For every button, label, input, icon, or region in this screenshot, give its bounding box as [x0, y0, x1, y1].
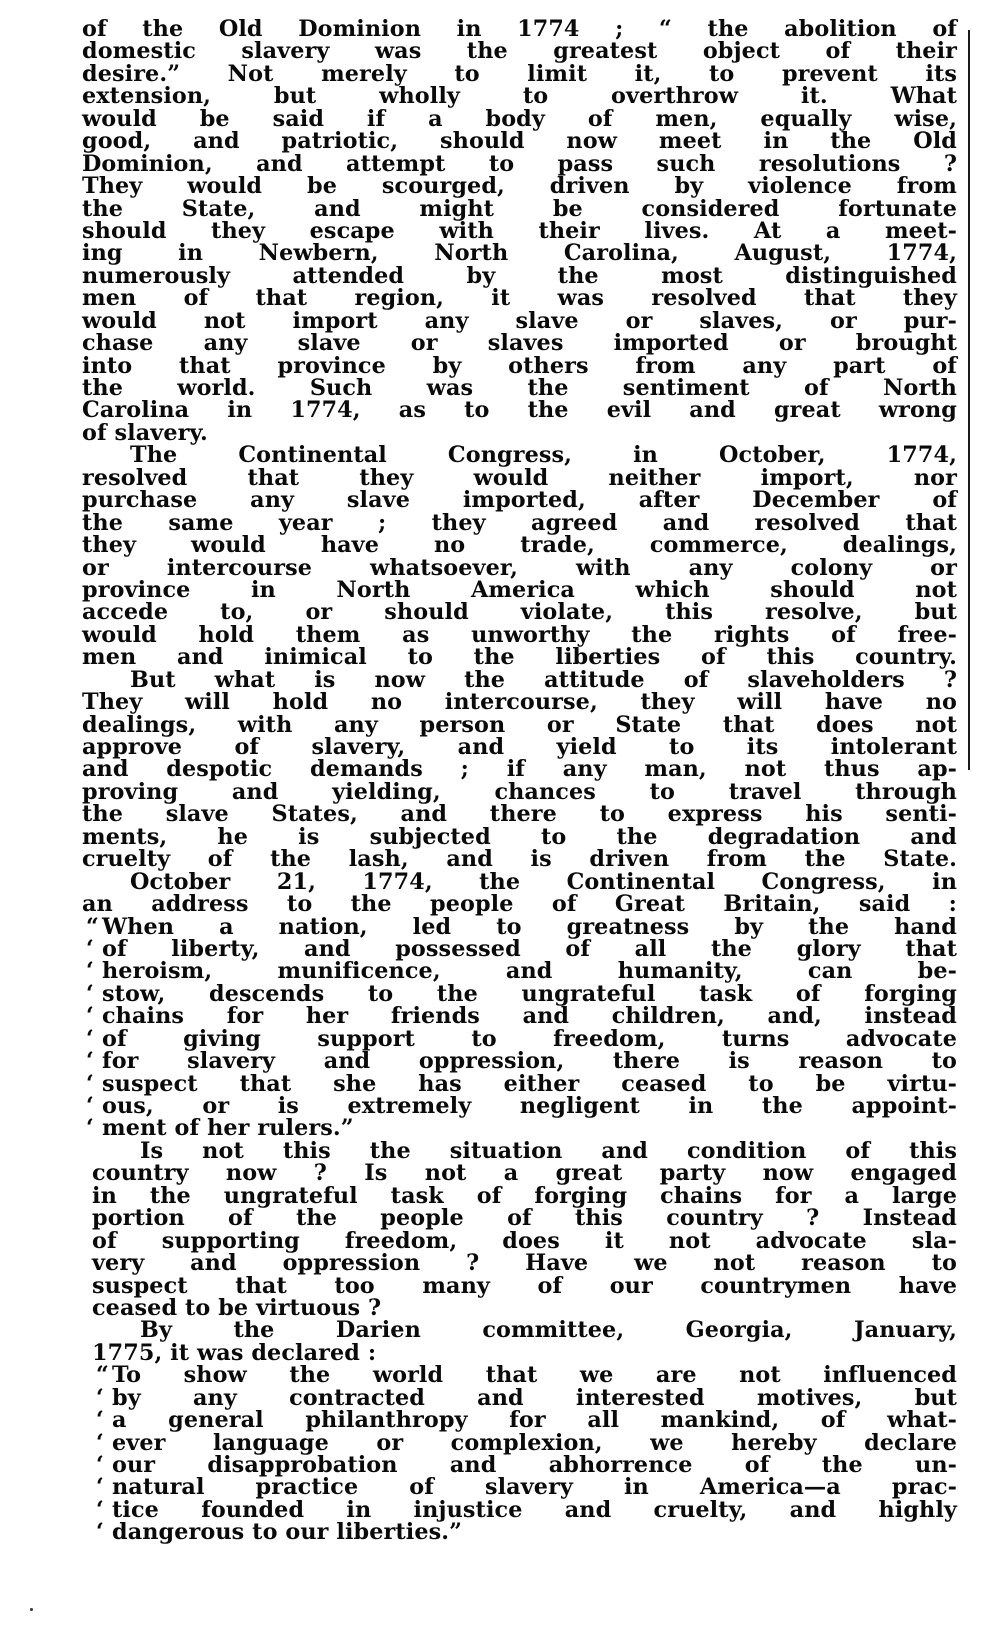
text-line: country now ? Is not a great party now engaged: [92, 1160, 957, 1187]
quote-mark: ‘: [86, 1070, 94, 1097]
text-line: desire.” Not merely to limit it, to prevent its: [82, 60, 957, 87]
quote-mark: ‘: [96, 1496, 104, 1523]
text-line: the slave States, and there to express his senti-: [82, 801, 957, 828]
quote-text: of liberty, and possessed of all the glory that: [102, 935, 957, 962]
quote-text: dangerous to our liberties.”: [112, 1519, 463, 1546]
quote-text: To show the world that we are not influenced: [112, 1362, 957, 1389]
quote-mark: “: [86, 913, 99, 940]
quote-line: [96, 1362, 957, 1389]
quote-mark: ‘: [86, 1003, 94, 1030]
quote-mark: ‘: [86, 958, 94, 985]
text-line: The Continental Congress, in October, 1774,: [130, 442, 957, 469]
text-line: an address to the people of Great Britain, said :: [82, 891, 957, 918]
text-line: domestic slavery was the greatest object of their: [82, 38, 957, 65]
quote-text: chains for her friends and children, and, instead: [102, 1003, 957, 1030]
article-paragraphs-lower: [92, 1137, 957, 1546]
quote-mark: ‘: [96, 1407, 104, 1434]
text-line: of the Old Dominion in 1774 ; “ the abolition of: [82, 16, 957, 42]
text-line: extension, but wholly to overthrow it. What: [82, 83, 957, 110]
text-line: approve of slavery, and yield to its intolerant: [82, 734, 957, 760]
quote-line: [86, 958, 957, 985]
quote-line: [86, 980, 957, 1007]
quote-line: [86, 913, 957, 940]
quote-line: [86, 1070, 957, 1097]
text-line: they would have no trade, commerce, dealings,: [82, 532, 957, 559]
text-line: October 21, 1774, the Continental Congress, in: [130, 868, 957, 895]
quote-mark: ‘: [86, 1025, 94, 1052]
text-line: suspect that too many of our countrymen have: [92, 1272, 957, 1299]
quote-line: [86, 1115, 957, 1142]
text-line: into that province by others from any part of: [82, 352, 957, 379]
text-line: chase any slave or slaves imported or brought: [82, 330, 957, 357]
quote-text: of giving support to freedom, turns advocate: [102, 1025, 957, 1052]
text-line: numerously attended by the most distinguished: [82, 262, 957, 289]
quote-text: for slavery and oppression, there is reason to: [102, 1048, 957, 1075]
article-column: [82, 18, 957, 1544]
quote-text: ever language or complexion, we hereby declare: [112, 1429, 957, 1456]
text-line: cruelty of the lash, and is driven from the State.: [82, 846, 957, 873]
text-line: should they escape with their lives. At a meet-: [82, 217, 957, 244]
quote-text: by any contracted and interested motives, but: [112, 1384, 957, 1411]
quote-text: heroism, munificence, and humanity, can be-: [102, 958, 957, 985]
text-line: ceased to be virtuous ?: [92, 1294, 382, 1321]
quote-mark: ‘: [96, 1519, 104, 1546]
text-line: ments, he is subjected to the degradation and: [82, 823, 957, 850]
text-line: the world. Such was the sentiment of North: [82, 375, 957, 401]
quote-text: suspect that she has either ceased to be virtu-: [102, 1070, 957, 1097]
quote-line: [96, 1407, 957, 1434]
quote-mark: ‘: [86, 1115, 94, 1142]
quoted-declaration-darien-committee: [92, 1364, 957, 1544]
text-line: purchase any slave imported, after December of: [82, 487, 957, 514]
text-line: very and oppression ? Have we not reason to: [92, 1250, 957, 1277]
article-paragraphs-top: [82, 18, 957, 916]
text-line: of supporting freedom, does it not advocate sla-: [92, 1227, 957, 1254]
quote-line: [86, 1025, 957, 1052]
quote-text: ment of her rulers.”: [102, 1115, 354, 1142]
quote-line: [86, 935, 957, 962]
text-line: would not import any slave or slaves, or pur-: [82, 307, 957, 334]
text-line: of slavery.: [82, 419, 208, 446]
text-line: or intercourse whatsoever, with any colony or: [82, 554, 957, 581]
text-line: By the Darien committee, Georgia, January,: [140, 1317, 957, 1344]
text-line: portion of the people of this country ? Instead: [92, 1205, 957, 1232]
quote-mark: ‘: [96, 1384, 104, 1411]
print-speck: [30, 1608, 33, 1611]
quote-mark: ‘: [96, 1474, 104, 1501]
quote-line: [96, 1496, 957, 1523]
article-paragraphs-middle: [92, 1137, 957, 1366]
text-line: ing in Newbern, North Carolina, August, 1774,: [82, 240, 957, 267]
quote-mark: ‘: [96, 1429, 104, 1456]
quote-line: [96, 1429, 957, 1456]
quote-mark: ‘: [86, 1093, 94, 1119]
text-line: the same year ; they agreed and resolved that: [82, 509, 957, 536]
quote-mark: ‘: [86, 935, 94, 962]
quote-mark: ‘: [86, 1048, 94, 1075]
quote-line: [96, 1519, 957, 1546]
quote-text: a general philanthropy for all mankind, of what-: [112, 1407, 957, 1434]
text-line: would be said if a body of men, equally wise,: [82, 105, 957, 132]
quote-line: [96, 1384, 957, 1411]
text-line: But what is now the attitude of slaveholders ?: [130, 666, 957, 693]
quote-text: stow, descends to the ungrateful task of forging: [102, 980, 957, 1007]
quote-line: [86, 1093, 957, 1119]
quote-line: [96, 1452, 957, 1478]
text-line: proving and yielding, chances to travel through: [82, 778, 957, 805]
column-rule: [968, 30, 970, 770]
text-line: good, and patriotic, should now meet in the Old: [82, 128, 957, 155]
text-line: and despotic demands ; if any man, not thus ap-: [82, 756, 957, 783]
quote-line: [96, 1474, 957, 1501]
text-line: would hold them as unworthy the rights of free-: [82, 621, 957, 648]
text-line: Carolina in 1774, as to the evil and great wrong: [82, 397, 957, 424]
text-line: the State, and might be considered fortunate: [82, 195, 957, 222]
text-line: accede to, or should violate, this resolve, but: [82, 599, 957, 626]
quote-mark: ‘: [86, 980, 94, 1007]
quote-line: [86, 1003, 957, 1030]
text-line: in the ungrateful task of forging chains for a large: [92, 1182, 957, 1209]
text-line: dealings, with any person or State that does not: [82, 711, 957, 738]
quote-text: tice founded in injustice and cruelty, and highly: [112, 1496, 957, 1523]
quote-line: [86, 1048, 957, 1075]
text-line: resolved that they would neither import, nor: [82, 464, 957, 491]
quoted-address-continental-congress: [82, 913, 957, 1142]
text-line: men of that region, it was resolved that they: [82, 285, 957, 312]
quote-mark: “: [96, 1362, 109, 1389]
text-line: They would be scourged, driven by violence from: [82, 173, 957, 200]
quote-text: our disapprobation and abhorrence of the un-: [112, 1452, 957, 1478]
text-line: men and inimical to the liberties of this country.: [82, 644, 957, 671]
quote-text: When a nation, led to greatness by the hand: [102, 913, 957, 940]
quote-text: ous, or is extremely negligent in the appoint-: [102, 1093, 957, 1119]
text-line: province in North America which should not: [82, 576, 957, 603]
text-line: They will hold no intercourse, they will have no: [82, 689, 957, 716]
text-line: 1775, it was declared :: [92, 1339, 377, 1366]
text-line: Dominion, and attempt to pass such resolutions ?: [82, 150, 957, 177]
text-line: Is not this the situation and condition of this: [140, 1137, 957, 1164]
quote-text: natural practice of slavery in America—a prac-: [112, 1474, 957, 1501]
quote-mark: ‘: [96, 1452, 104, 1478]
